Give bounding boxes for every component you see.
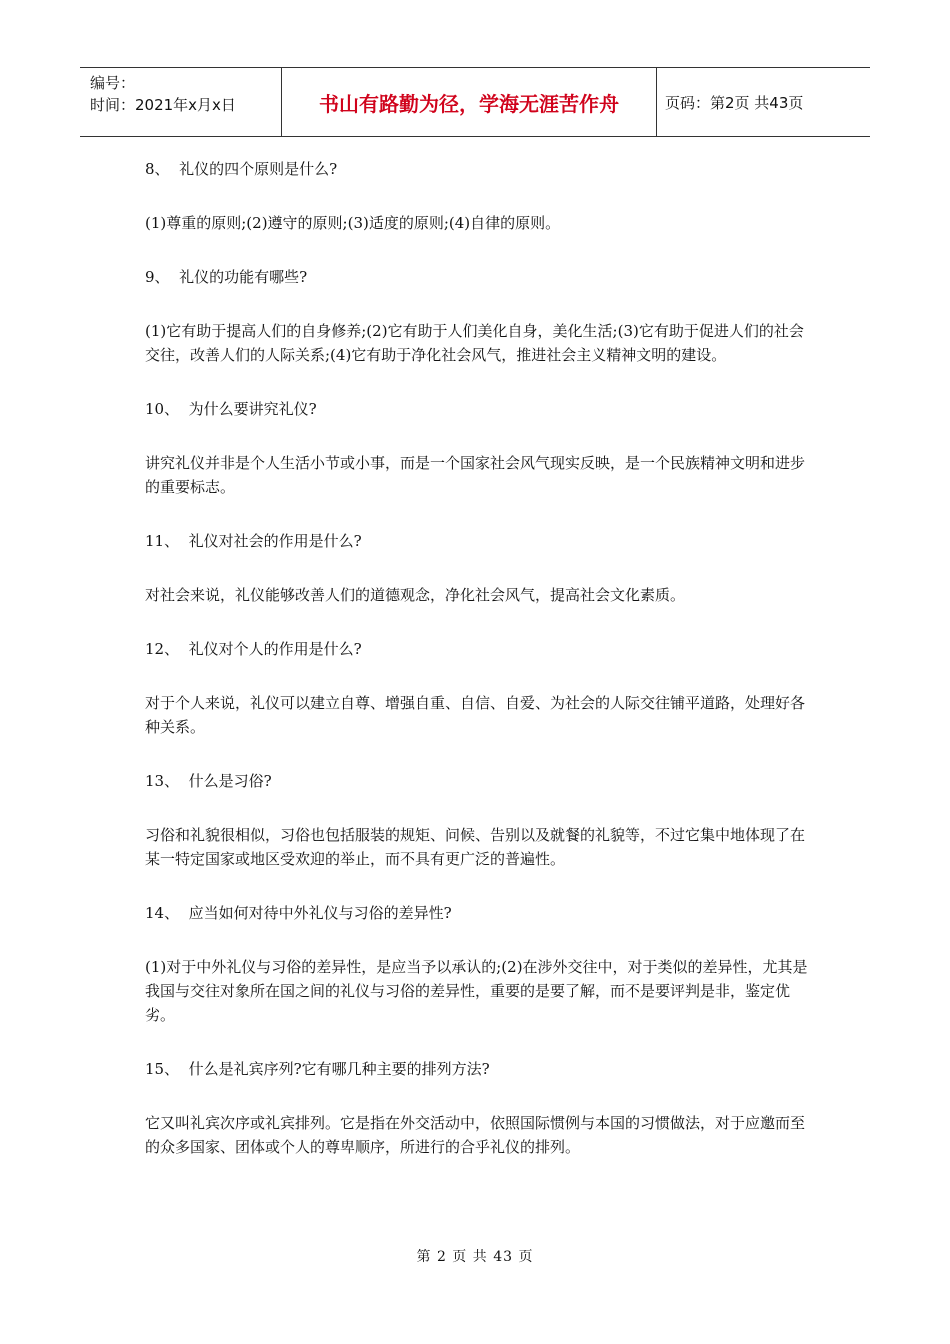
- document-body: [145, 158, 815, 1190]
- document-time: 时间：2021年x月x日: [90, 96, 236, 114]
- answer: (1)尊重的原则;(2)遵守的原则;(3)适度的原则;(4)自律的原则。: [145, 214, 561, 232]
- header-meta: [80, 68, 282, 136]
- qa-item: [145, 638, 815, 739]
- question: 13、 什么是习俗?: [145, 772, 272, 790]
- answer: (1)对于中外礼仪与习俗的差异性，是应当予以承认的;(2)在涉外交往中，对于类似的差异性，尤其是我国与交往对象所在国之间的礼仪与习俗的差异性，重要的是要了解，而不是要评判是非，鉴定优劣。: [145, 958, 808, 1024]
- qa-item: [145, 1058, 815, 1159]
- answer: 讲究礼仪并非是个人生活小节或小事，而是一个国家社会风气现实反映，是一个民族精神文明和进步的重要标志。: [145, 454, 806, 496]
- answer: 它又叫礼宾次序或礼宾排列。它是指在外交活动中，依照国际惯例与本国的习惯做法，对于应邀而至的众多国家、团体或个人的尊卑顺序，所进行的合乎礼仪的排列。: [145, 1114, 806, 1156]
- header-motto: 书山有路勤为径，学海无涯苦作舟: [282, 68, 657, 136]
- page-footer: 第 2 页 共 43 页: [416, 1249, 534, 1265]
- qa-item: [145, 266, 815, 367]
- question: 12、 礼仪对个人的作用是什么?: [145, 640, 362, 658]
- question: 14、 应当如何对待中外礼仪与习俗的差异性?: [145, 904, 452, 922]
- page-header: [80, 67, 870, 137]
- question: 9、 礼仪的功能有哪些?: [145, 268, 308, 286]
- header-page-info: 页码：第2页 共43页: [665, 93, 804, 112]
- qa-item: [145, 398, 815, 499]
- qa-item: [145, 770, 815, 871]
- question: 10、 为什么要讲究礼仪?: [145, 400, 317, 418]
- answer: 习俗和礼貌很相似，习俗也包括服装的规矩、问候、告别以及就餐的礼貌等，不过它集中地体现了在某一特定国家或地区受欢迎的举止，而不具有更广泛的普遍性。: [145, 826, 806, 868]
- answer: (1)它有助于提高人们的自身修养;(2)它有助于人们美化自身，美化生活;(3)它有助于促进人们的社会交往，改善人们的人际关系;(4)它有助于净化社会风气，推进社会主义精神文明的建设。: [145, 322, 804, 364]
- question: 11、 礼仪对社会的作用是什么?: [145, 532, 362, 550]
- question: 8、 礼仪的四个原则是什么?: [145, 160, 338, 178]
- document-number-label: 编号：: [90, 74, 136, 92]
- qa-item: [145, 902, 815, 1027]
- answer: 对社会来说，礼仪能够改善人们的道德观念，净化社会风气，提高社会文化素质。: [145, 586, 686, 604]
- qa-item: [145, 158, 815, 235]
- answer: 对于个人来说，礼仪可以建立自尊、增强自重、自信、自爱、为社会的人际交往铺平道路，处理好各种关系。: [145, 694, 806, 736]
- question: 15、 什么是礼宾序列?它有哪几种主要的排列方法?: [145, 1060, 490, 1078]
- qa-item: [145, 530, 815, 607]
